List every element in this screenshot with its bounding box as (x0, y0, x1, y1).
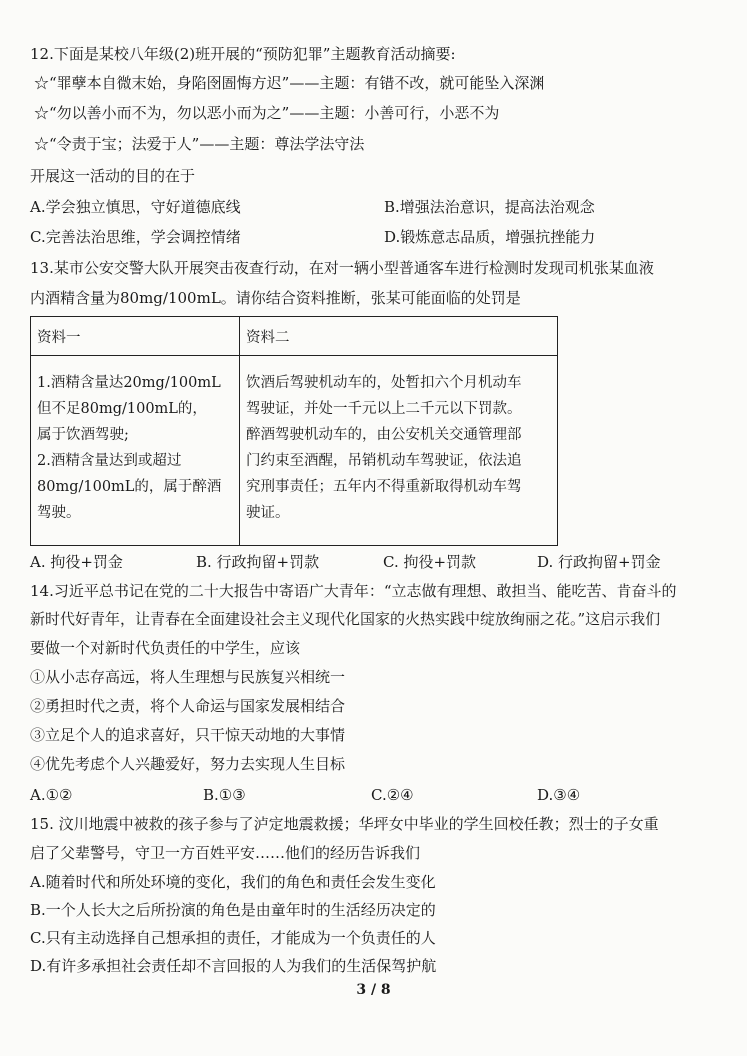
q12-option-a: A.学会独立慎思，守好道德底线 (30, 198, 241, 216)
q15-option-b: B.一个人长大之后所扮演的角色是由童年时的生活经历决定的 (30, 901, 436, 919)
q12-item-1: ☆“罪孽本自微末始，身陷囹圄悔方迟”——主题：有错不改，就可能坠入深渊 (34, 74, 545, 92)
q14-stem-line-1: 14.习近平总书记在党的二十大报告中寄语广大青年：“立志做有理想、敢担当、能吃苦、肯奋斗的 (30, 582, 677, 600)
q13-option-c: C. 拘役+罚款 (383, 553, 477, 571)
q12-item-2: ☆“勿以善小而不为，勿以恶小而为之”——主题：小善可行，小恶不为 (34, 104, 500, 122)
q15-option-a: A.随着时代和所处环境的变化，我们的角色和责任会发生变化 (30, 873, 436, 891)
material-2-line: 饮酒后驾驶机动车的，处暂扣六个月机动车 (246, 375, 522, 391)
q15-option-c: C.只有主动选择自己想承担的责任，才能成为一个负责任的人 (30, 929, 436, 947)
q12-item-3: ☆“令责于宝；法爱于人”——主题：尊法学法守法 (34, 135, 365, 153)
q14-option-d: D.③④ (537, 786, 581, 804)
q12-question: 开展这一活动的目的在于 (30, 167, 196, 185)
q14-option-b: B.①③ (203, 786, 246, 804)
q13-stem-line-2: 内酒精含量为80mg/100mL。请你结合资料推断，张某可能面临的处罚是 (30, 289, 521, 307)
material-2-line: 门约束至酒醒，吊销机动车驾驶证，依法追 (246, 453, 522, 469)
q12-option-c: C.完善法治思维，学会调控情绪 (30, 228, 241, 246)
material-1-line: 1.酒精含量达20mg/100mL (37, 375, 221, 391)
q14-statement-1: ①从小志存高远，将人生理想与民族复兴相统一 (30, 668, 346, 686)
material-2-line: 驶证。 (246, 505, 290, 521)
material-2-line: 驾驶证，并处一千元以上二千元以下罚款。 (246, 401, 522, 417)
q15-option-d: D.有许多承担社会责任却不言回报的人为我们的生活保驾护航 (30, 957, 437, 975)
q15-stem-line-2: 启了父辈警号，守卫一方百姓平安……他们的经历告诉我们 (30, 844, 421, 862)
q13-option-b: B. 行政拘留+罚款 (196, 553, 320, 571)
material-1-line: 属于饮酒驾驶; (37, 427, 129, 443)
q15-stem-line-1: 15. 汶川地震中被救的孩子参与了泸定地震救援；华坪女中毕业的学生回校任教；烈士的子女重 (30, 815, 659, 833)
q14-option-a: A.①② (30, 786, 73, 804)
material-1-line: 2.酒精含量达到或超过 (37, 453, 182, 469)
material-1-header: 资料一 (31, 317, 240, 356)
material-2-line: 究刑事责任；五年内不得重新取得机动车驾 (246, 479, 522, 495)
q14-statement-2: ②勇担时代之责，将个人命运与国家发展相结合 (30, 697, 346, 715)
q14-stem-line-2: 新时代好青年，让青春在全面建设社会主义现代化国家的火热实践中绽放绚丽之花。”这启示我们 (30, 610, 661, 628)
q12-option-d: D.锻炼意志品质，增强抗挫能力 (384, 228, 596, 246)
material-1-line: 但不足80mg/100mL的， (37, 401, 207, 417)
material-2-header: 资料二 (240, 317, 558, 356)
material-1-cell (31, 356, 240, 546)
q14-stem-line-3: 要做一个对新时代负责任的中学生，应该 (30, 639, 301, 657)
material-2-cell (240, 356, 558, 546)
q14-statement-4: ④优先考虑个人兴趣爱好，努力去实现人生目标 (30, 755, 346, 773)
material-1-line: 80mg/100mL的，属于醉酒 (37, 479, 222, 495)
q13-option-a: A. 拘役+罚金 (30, 553, 123, 571)
material-2-line: 醉酒驾驶机动车的，由公安机关交通管理部 (246, 427, 522, 443)
q14-statement-3: ③立足个人的追求喜好，只干惊天动地的大事情 (30, 726, 346, 744)
q13-material-table (30, 316, 558, 546)
material-1-line: 驾驶。 (37, 505, 81, 521)
q12-option-b: B.增强法治意识，提高法治观念 (384, 198, 595, 216)
q13-stem-line-1: 13.某市公安交警大队开展突击夜查行动，在对一辆小型普通客车进行检测时发现司机张某血液 (30, 259, 654, 277)
q14-option-c: C.②④ (371, 786, 414, 804)
page-number: 3 / 8 (356, 982, 391, 998)
q13-option-d: D. 行政拘留+罚金 (537, 553, 661, 571)
q12-stem: 12.下面是某校八年级(2)班开展的“预防犯罪”主题教育活动摘要: (30, 45, 456, 63)
